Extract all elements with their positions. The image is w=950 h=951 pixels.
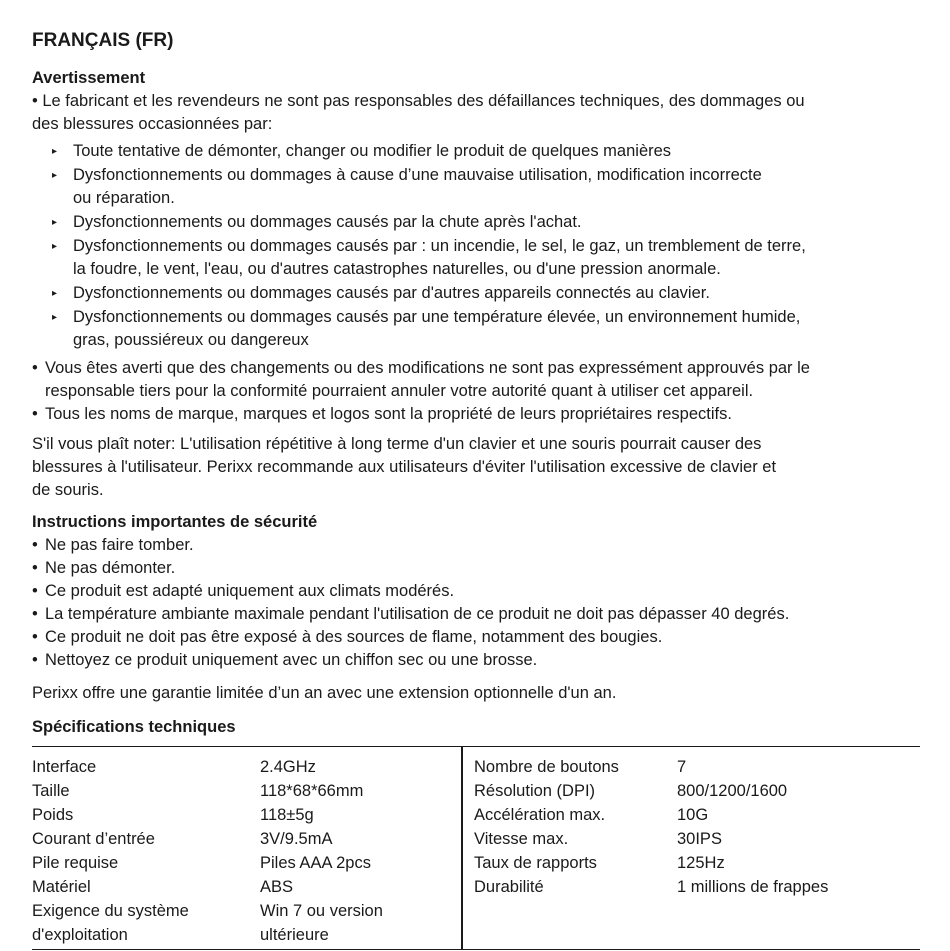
triangle-bullet-icon: ▸ bbox=[52, 170, 58, 181]
spec-label: Poids bbox=[32, 806, 74, 824]
spec-value: 125Hz bbox=[677, 854, 725, 872]
notice-line1: S'il vous plaît noter: L'utilisation répétitive à long terme d'un clavier et une souris pourrait causer des bbox=[32, 435, 762, 453]
triangle-bullet-icon: ▸ bbox=[52, 146, 58, 157]
safety-item-text: Ne pas démonter. bbox=[45, 559, 176, 577]
warning-item-line: Dysfonctionnements ou dommages causés par la chute après l'achat. bbox=[73, 213, 582, 231]
warranty-text: Perixx offre une garantie limitée d’un an avec une extension optionnelle d'un an. bbox=[32, 684, 617, 702]
spec-label: Interface bbox=[32, 758, 97, 776]
warning-item bbox=[32, 282, 922, 305]
spec-label: Exigence du système bbox=[32, 902, 189, 920]
safety-item bbox=[32, 534, 922, 557]
spec-label: Pile requise bbox=[32, 854, 119, 872]
specs-table bbox=[32, 746, 920, 950]
spec-value: 7 bbox=[677, 758, 687, 776]
safety-item-text: Nettoyez ce produit uniquement avec un chiffon sec ou une brosse. bbox=[45, 651, 538, 669]
warning-item-line: Dysfonctionnements ou dommages causés par une température élevée, un environnement humide, bbox=[73, 308, 801, 326]
language-title: FRANÇAIS (FR) bbox=[32, 30, 174, 51]
notice-line3: de souris. bbox=[32, 481, 104, 499]
triangle-bullet-icon: ▸ bbox=[52, 288, 58, 299]
triangle-bullet-icon: ▸ bbox=[52, 241, 58, 252]
note-trademarks bbox=[32, 403, 922, 426]
warning-intro-line2: des blessures occasionnées par: bbox=[32, 115, 273, 133]
spec-label: Taux de rapports bbox=[474, 854, 597, 872]
spec-value: 800/1200/1600 bbox=[677, 782, 788, 800]
spec-label: Matériel bbox=[32, 878, 91, 896]
warning-item-line: gras, poussiéreux ou dangereux bbox=[73, 331, 309, 349]
warning-item-line: ou réparation. bbox=[73, 189, 175, 207]
spec-value: 1 millions de frappes bbox=[677, 878, 829, 896]
spec-label: Nombre de boutons bbox=[474, 758, 619, 776]
warning-notes bbox=[32, 357, 922, 426]
table-divider bbox=[461, 747, 463, 949]
warning-item-line: Dysfonctionnements ou dommages causés par : un incendie, le sel, le gaz, un tremblement de terre, bbox=[73, 237, 806, 255]
spec-value: 2.4GHz bbox=[260, 758, 316, 776]
note-approval-line2: responsable tiers pour la conformité pourraient annuler votre autorité quant à utiliser cet appareil. bbox=[45, 382, 754, 400]
bullet-icon: • bbox=[32, 582, 38, 600]
notice-line2: blessures à l'utilisateur. Perixx recommande aux utilisateurs d'éviter l'utilisation excessive de clavier et bbox=[32, 458, 777, 476]
spec-label: Résolution (DPI) bbox=[474, 782, 596, 800]
note-approval bbox=[32, 357, 922, 403]
warning-heading: Avertissement bbox=[32, 69, 146, 87]
warning-item-line: Dysfonctionnements ou dommages à cause d’une mauvaise utilisation, modification incorrecte bbox=[73, 166, 762, 184]
bullet-icon: • bbox=[32, 628, 38, 646]
warning-item bbox=[32, 211, 922, 234]
note-trademarks-text: Tous les noms de marque, marques et logos sont la propriété de leurs propriétaires respectifs. bbox=[45, 405, 732, 423]
spec-value: 118*68*66mm bbox=[260, 782, 364, 800]
spec-label: Accélération max. bbox=[474, 806, 606, 824]
safety-item-text: Ne pas faire tomber. bbox=[45, 536, 194, 554]
spec-label: Vitesse max. bbox=[474, 830, 569, 848]
warning-item bbox=[32, 235, 922, 281]
note-approval-line1: Vous êtes averti que des changements ou des modifications ne sont pas expressément approuvés par le bbox=[45, 359, 810, 377]
spec-value: 3V/9.5mA bbox=[260, 830, 333, 848]
bullet-icon: • bbox=[32, 559, 38, 577]
spec-label: Taille bbox=[32, 782, 70, 800]
spec-value: Piles AAA 2pcs bbox=[260, 854, 371, 872]
safety-section bbox=[32, 511, 922, 672]
specs-heading: Spécifications techniques bbox=[32, 718, 236, 736]
warning-item bbox=[32, 140, 922, 163]
warning-item bbox=[32, 306, 922, 352]
safety-item-text: Ce produit ne doit pas être exposé à des sources de flame, notamment des bougies. bbox=[45, 628, 663, 646]
warning-item-line: Toute tentative de démonter, changer ou modifier le produit de quelques manières bbox=[73, 142, 672, 160]
safety-heading: Instructions importantes de sécurité bbox=[32, 513, 318, 531]
spec-value: ABS bbox=[260, 878, 294, 896]
bullet-icon: • bbox=[32, 536, 38, 554]
spec-label: Courant d’entrée bbox=[32, 830, 155, 848]
warning-intro-line1: • Le fabricant et les revendeurs ne sont pas responsables des défaillances techniques, des dommages ou bbox=[32, 92, 805, 110]
bullet-icon: • bbox=[32, 605, 38, 623]
safety-item-text: Ce produit est adapté uniquement aux climats modérés. bbox=[45, 582, 455, 600]
safety-item-text: La température ambiante maximale pendant l'utilisation de ce produit ne doit pas dépasser 40 degrés. bbox=[45, 605, 790, 623]
spec-value: 118±5g bbox=[260, 806, 314, 824]
usage-notice bbox=[32, 433, 922, 502]
warning-item-line: Dysfonctionnements ou dommages causés par d'autres appareils connectés au clavier. bbox=[73, 284, 710, 302]
safety-item bbox=[32, 580, 922, 603]
safety-item bbox=[32, 626, 922, 649]
warning-section bbox=[32, 67, 922, 353]
safety-list bbox=[32, 534, 922, 672]
bullet-icon: • bbox=[32, 359, 38, 377]
safety-item bbox=[32, 649, 922, 672]
safety-item bbox=[32, 603, 922, 626]
warning-item-line: la foudre, le vent, l'eau, ou d'autres catastrophes naturelles, ou d'une pression anormale. bbox=[73, 260, 721, 278]
spec-value: Win 7 ou version bbox=[260, 902, 383, 920]
triangle-bullet-icon: ▸ bbox=[52, 312, 58, 323]
bullet-icon: • bbox=[32, 405, 38, 423]
warning-list bbox=[32, 140, 922, 352]
triangle-bullet-icon: ▸ bbox=[52, 217, 58, 228]
spec-value: 10G bbox=[677, 806, 709, 824]
spec-value: 30IPS bbox=[677, 830, 722, 848]
bullet-icon: • bbox=[32, 651, 38, 669]
spec-label: Durabilité bbox=[474, 878, 544, 896]
spec-value: ultérieure bbox=[260, 926, 329, 944]
spec-label: d'exploitation bbox=[32, 926, 128, 944]
warning-item bbox=[32, 164, 922, 210]
safety-item bbox=[32, 557, 922, 580]
